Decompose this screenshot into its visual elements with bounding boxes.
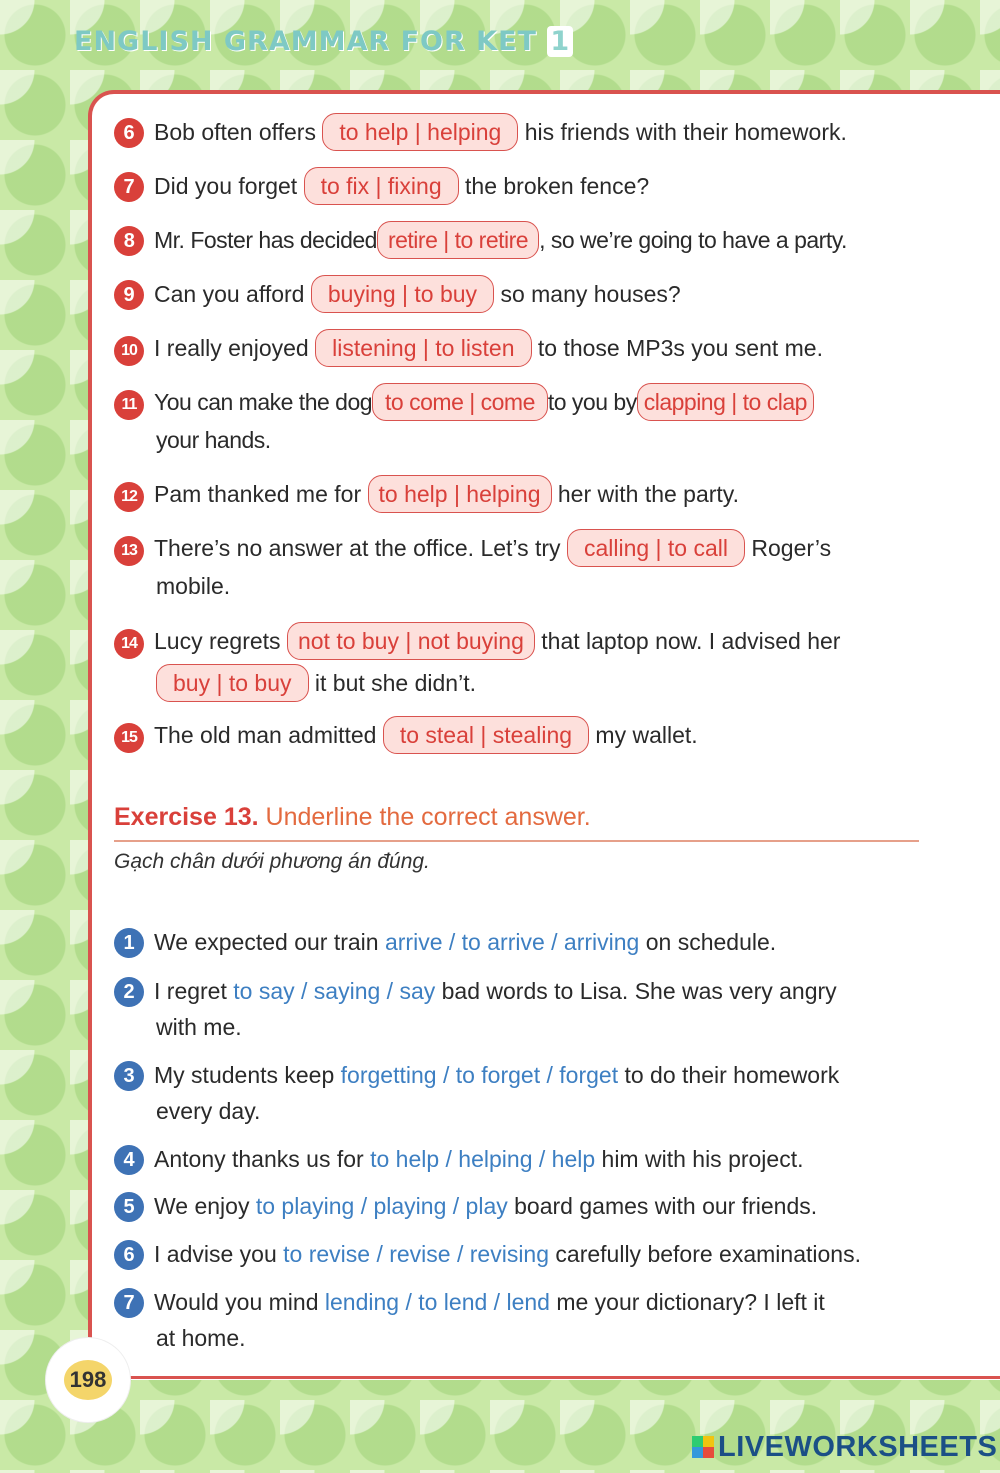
item-number: 2: [114, 977, 144, 1007]
exercise12-item-15: 15 The old man admitted to steal | stealing my wallet.: [114, 716, 698, 754]
answer-choice[interactable]: to help | helping: [368, 475, 552, 513]
item-number: 1: [114, 928, 144, 958]
answer-choice[interactable]: to fix | fixing: [304, 167, 459, 205]
exercise12-item-12: 12 Pam thanked me for to help | helping her with the party.: [114, 475, 739, 513]
book-level: 1: [547, 26, 573, 57]
item-number: 5: [114, 1192, 144, 1222]
page-number-badge: [46, 1338, 130, 1422]
exercise13-title: Exercise 13. Underline the correct answer.: [114, 803, 591, 831]
exercise12-item-7: 7 Did you forget to fix | fixing the broken fence?: [114, 167, 649, 205]
exercise13-item-7: 7 Would you mind lending / to lend / lend me your dictionary? I left it at home.: [114, 1283, 825, 1355]
item-number: 15: [114, 723, 144, 753]
exercise13-item-5: 5 We enjoy to playing / playing / play board games with our friends.: [114, 1187, 817, 1225]
item-number: 6: [114, 1240, 144, 1270]
item-number: 8: [114, 226, 144, 256]
exercise13-instruction: Underline the correct answer.: [265, 803, 591, 831]
exercise12-item-13: 13 There’s no answer at the office. Let’s try calling | to call Roger’s mobile.: [114, 529, 831, 605]
answer-options[interactable]: to revise / revise / revising: [283, 1241, 550, 1267]
answer-choice[interactable]: not to buy | not buying: [287, 622, 535, 660]
exercise13-item-1: 1 We expected our train arrive / to arrive / arriving on schedule.: [114, 923, 776, 961]
item-number: 3: [114, 1061, 144, 1091]
item-number: 6: [114, 118, 144, 148]
page-number: 198: [64, 1360, 112, 1400]
book-title: ENGLISH GRAMMAR FOR KET 1: [74, 26, 573, 57]
answer-options[interactable]: lending / to lend / lend: [324, 1289, 550, 1315]
divider: [125, 1376, 1000, 1379]
answer-choice-2[interactable]: buy | to buy: [156, 664, 309, 702]
exercise13-item-2: 2 I regret to say / saying / say bad words to Lisa. She was very angry with me.: [114, 972, 837, 1044]
answer-choice[interactable]: to steal | stealing: [383, 716, 589, 754]
exercise13-item-4: 4 Antony thanks us for to help / helping / help him with his project.: [114, 1140, 804, 1178]
answer-options[interactable]: to say / saying / say: [233, 978, 436, 1004]
liveworksheets-logo-icon: [692, 1436, 714, 1458]
item-number: 7: [114, 1288, 144, 1318]
exercise12-item-9: 9 Can you afford buying | to buy so many houses?: [114, 275, 681, 313]
answer-choice[interactable]: retire | to retire: [377, 221, 539, 259]
liveworksheets-logo[interactable]: LIVEWORKSHEETS: [692, 1431, 997, 1464]
exercise12-item-11: 11 You can make the dog to come | come to you by clapping | to clap your hands.: [114, 383, 814, 459]
item-number: 7: [114, 172, 144, 202]
item-number: 13: [114, 536, 144, 566]
item-number: 4: [114, 1145, 144, 1175]
item-number: 10: [114, 336, 144, 366]
item-number: 14: [114, 629, 144, 659]
answer-options[interactable]: to help / helping / help: [370, 1146, 596, 1172]
exercise13-divider: [114, 840, 919, 842]
answer-choice-2[interactable]: clapping | to clap: [637, 383, 814, 421]
exercise13-subtitle: Gạch chân dưới phương án đúng.: [114, 850, 430, 873]
answer-choice[interactable]: listening | to listen: [315, 329, 531, 367]
item-number: 11: [114, 390, 144, 420]
exercise12-item-8: 8 Mr. Foster has decided retire | to retire , so we’re going to have a party.: [114, 221, 847, 259]
exercise13-item-3: 3 My students keep forgetting / to forget / forget to do their homework every day.: [114, 1056, 839, 1128]
answer-options[interactable]: to playing / playing / play: [255, 1193, 508, 1219]
answer-choice[interactable]: to help | helping: [322, 113, 518, 151]
answer-choice[interactable]: buying | to buy: [311, 275, 494, 313]
answer-choice[interactable]: calling | to call: [567, 529, 745, 567]
exercise12-item-10: 10 I really enjoyed listening | to listen to those MP3s you sent me.: [114, 329, 823, 367]
exercise12-item-14: 14 Lucy regrets not to buy | not buying that laptop now. I advised her buy | to buy it but she didn’t.: [114, 622, 840, 702]
answer-options[interactable]: forgetting / to forget / forget: [340, 1062, 619, 1088]
exercise12-item-6: 6 Bob often offers to help | helping his friends with their homework.: [114, 113, 847, 151]
item-number: 12: [114, 482, 144, 512]
answer-choice[interactable]: to come | come: [372, 383, 548, 421]
answer-options[interactable]: arrive / to arrive / arriving: [384, 929, 640, 955]
exercise13-item-6: 6 I advise you to revise / revise / revising carefully before examinations.: [114, 1235, 861, 1273]
item-number: 9: [114, 280, 144, 310]
